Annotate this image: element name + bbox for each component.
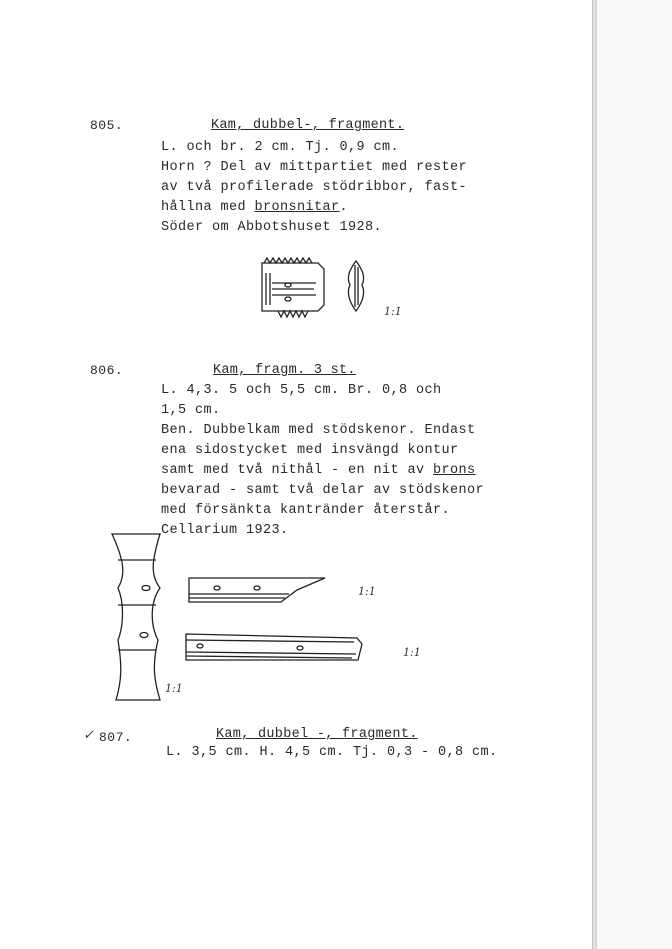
entry-line: 1,5 cm. (161, 403, 221, 418)
entry-line: med försänkta kantränder återstår. (161, 503, 451, 518)
rivet-rail-drawing-2 (182, 630, 367, 666)
entry-line: av två profilerade stödribbor, fast- (161, 180, 468, 195)
entry-title: Kam, dubbel-, fragment. (211, 118, 405, 133)
scale-label: 1:1 (165, 682, 183, 695)
entry-line: Ben. Dubbelkam med stödskenor. Endast (161, 423, 476, 438)
rivet-rail-drawing-1 (185, 572, 330, 608)
entry-line: L. 3,5 cm. H. 4,5 cm. Tj. 0,3 - 0,8 cm. (166, 745, 498, 760)
comb-side-piece-drawing (108, 530, 168, 705)
entry-line: bevarad - samt två delar av stödskenor (161, 483, 485, 498)
facing-page (597, 0, 672, 949)
entry-number: 805. (90, 118, 124, 133)
entry-line: L. 4,3. 5 och 5,5 cm. Br. 0,8 och (161, 383, 442, 398)
entry-line: Söder om Abbotshuset 1928. (161, 220, 383, 235)
entry-number: 806. (90, 363, 124, 378)
scale-label: 1:1 (403, 646, 421, 659)
check-mark: ✓ (83, 728, 94, 743)
entry-line: L. och br. 2 cm. Tj. 0,9 cm. (161, 140, 400, 155)
entry-line: Horn ? Del av mittpartiet med rester (161, 160, 468, 175)
comb-fragment-drawing (258, 255, 398, 320)
scale-label: 1:1 (358, 585, 376, 598)
entry-title: Kam, fragm. 3 st. (213, 363, 356, 378)
entry-line: ena sidostycket med insvängd kontur (161, 443, 459, 458)
scale-label: 1:1 (384, 305, 402, 318)
entry-line: samt med två nithål - en nit av brons (161, 463, 476, 478)
page-edge-shadow (592, 0, 597, 949)
entry-line: hållna med bronsnitar. (161, 200, 349, 215)
entry-line: Cellarium 1923. (161, 523, 289, 538)
entry-title: Kam, dubbel -, fragment. (216, 727, 418, 742)
entry-number: 807. (99, 730, 133, 745)
